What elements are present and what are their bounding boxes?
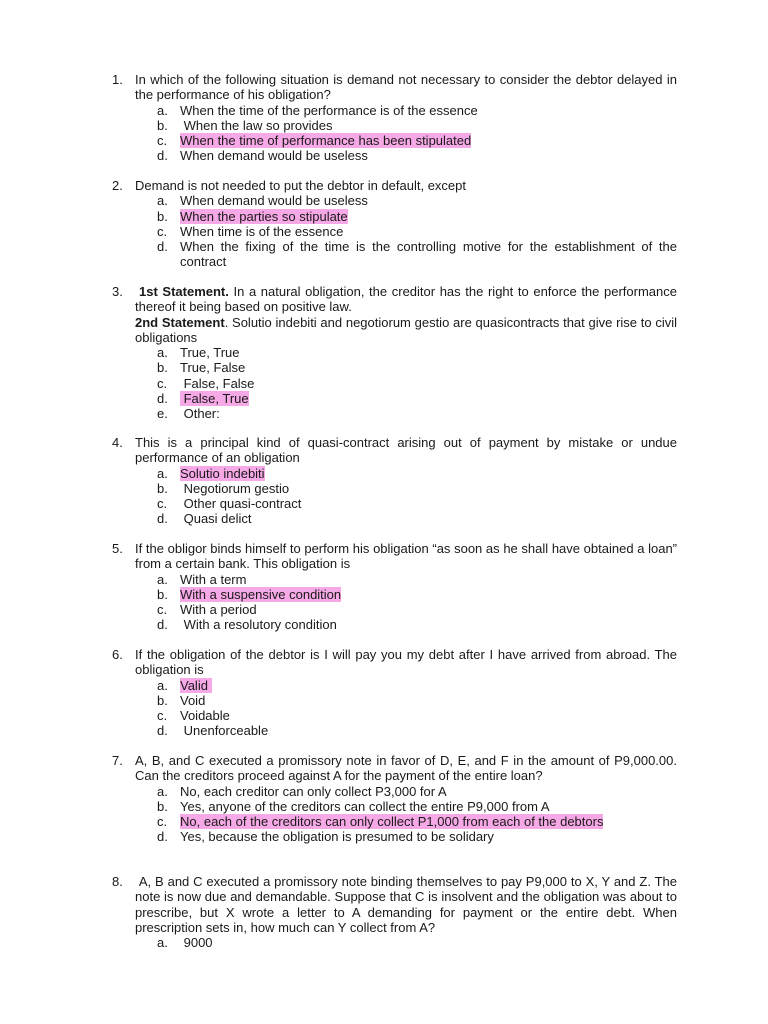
answer-options: [112, 193, 677, 269]
option-letter: a.: [157, 677, 168, 693]
option-b: [157, 360, 677, 375]
option-letter: a.: [157, 102, 168, 118]
statement-2: [135, 315, 677, 346]
question-8: [112, 874, 681, 951]
option-text: When demand would be useless: [180, 148, 368, 164]
question-stem: A, B and C executed a promissory note binding themselves to pay P9,000 to X, Y and Z. The note is now due and demandable. Suppose that C is insolvent and the obligation was about to prescribe, but X wrote a letter to A demanding for payment or the entire debt. When prescription sets in, how much can Y collect from A?: [135, 874, 681, 935]
option-letter: b.: [157, 360, 168, 376]
question-stem: If the obligor binds himself to perform his obligation “as soon as he shall have obtained a loan” from a certain bank. This obligation is: [135, 541, 677, 572]
option-letter: d.: [157, 148, 168, 164]
answer-options: [112, 935, 677, 950]
option-a: [157, 935, 677, 950]
option-text: Negotiorum gestio: [180, 480, 290, 496]
question-stem: This is a principal kind of quasi-contract arising out of payment by mistake or undue performance of an obligation: [135, 435, 677, 466]
option-letter: e.: [157, 406, 168, 422]
question-number: 5.: [112, 541, 123, 556]
option-d: [157, 148, 677, 163]
option-a: [157, 193, 677, 208]
option-a: [157, 784, 677, 799]
option-letter: a.: [157, 935, 168, 951]
question-stem: Demand is not needed to put the debtor in default, except: [135, 178, 467, 193]
option-d: [157, 723, 677, 738]
option-d: [157, 829, 677, 844]
question-7: [112, 753, 677, 845]
option-letter: d.: [157, 511, 168, 527]
option-letter: b.: [157, 692, 168, 708]
option-text: No, each creditor can only collect P3,000 for A: [180, 783, 447, 799]
option-d: [157, 617, 677, 632]
question-stem: If the obligation of the debtor is I will pay you my debt after I have arrived from abroad. The obligation is: [135, 647, 677, 678]
option-letter: d.: [157, 829, 168, 845]
option-text: When the time of the performance is of the essence: [180, 102, 478, 118]
answer-options: [112, 784, 677, 845]
option-letter: a.: [157, 783, 168, 799]
highlighted-answer: Valid: [180, 677, 212, 693]
option-letter: c.: [157, 814, 168, 830]
option-text: Void: [180, 692, 206, 708]
question-1: [112, 72, 677, 164]
question-number: 8.: [112, 874, 123, 889]
question-number: 6.: [112, 647, 123, 662]
option-letter: a.: [157, 193, 168, 209]
option-c: [157, 224, 677, 239]
option-text: When the law so provides: [180, 117, 333, 133]
question-stem: [135, 284, 677, 345]
option-text: With a period: [180, 602, 257, 618]
option-letter: d.: [157, 391, 168, 407]
question-3: [112, 284, 677, 422]
answer-options: [112, 466, 677, 527]
option-letter: c.: [157, 223, 168, 239]
question-5: [112, 541, 677, 633]
option-a: [157, 345, 677, 360]
option-letter: a.: [157, 465, 168, 481]
option-c: [157, 602, 677, 617]
question-4: [112, 435, 677, 527]
statement-label: 1st Statement.: [139, 284, 229, 299]
highlighted-answer: No, each of the creditors can only collect P1,000 from each of the debtors: [180, 814, 604, 830]
answer-options: [112, 103, 677, 164]
option-b: [157, 481, 677, 496]
option-text: Other quasi-contract: [180, 496, 302, 512]
option-text: True, True: [180, 345, 240, 361]
highlighted-answer: False, True: [180, 391, 249, 407]
question-stem: A, B, and C executed a promissory note in favor of D, E, and F in the amount of P9,000.00. Can the creditors proceed against A for the payment of the entire loan?: [135, 753, 677, 784]
option-letter: a.: [157, 571, 168, 587]
option-letter: d.: [157, 723, 168, 739]
option-letter: b.: [157, 117, 168, 133]
question-number: 2.: [112, 178, 123, 193]
option-text: Other:: [180, 406, 220, 422]
option-letter: c.: [157, 496, 168, 512]
option-letter: b.: [157, 798, 168, 814]
option-a: [157, 572, 677, 587]
option-text: When demand would be useless: [180, 193, 368, 209]
option-b: [157, 693, 677, 708]
option-text: When time is of the essence: [180, 223, 344, 239]
statement-label: 2nd Statement: [135, 314, 225, 330]
option-text: With a resolutory condition: [180, 617, 337, 633]
option-text: Unenforceable: [180, 723, 269, 739]
answer-options: [112, 572, 677, 633]
question-2: [112, 178, 677, 270]
option-text: True, False: [180, 360, 246, 376]
option-letter: c.: [157, 708, 168, 724]
option-d: [157, 239, 677, 270]
option-c: [157, 496, 677, 511]
highlighted-answer: When the time of performance has been stipulated: [180, 133, 472, 149]
option-letter: b.: [157, 208, 168, 224]
option-a: [157, 466, 677, 481]
option-letter: c.: [157, 375, 168, 391]
option-e: [157, 406, 677, 421]
option-b: [157, 799, 677, 814]
question-number: 3.: [112, 284, 123, 299]
option-text: 9000: [180, 935, 213, 951]
option-c: [157, 133, 677, 148]
question-number: 7.: [112, 753, 123, 768]
option-text: False, False: [180, 375, 255, 391]
option-a: [157, 678, 677, 693]
option-letter: c.: [157, 602, 168, 618]
option-c: [157, 814, 677, 829]
question-number: 1.: [112, 72, 123, 87]
option-letter: d.: [157, 617, 168, 633]
highlighted-answer: With a suspensive condition: [180, 586, 342, 602]
answer-options: [112, 678, 677, 739]
option-letter: b.: [157, 480, 168, 496]
highlighted-answer: When the parties so stipulate: [180, 208, 348, 224]
question-6: [112, 647, 677, 739]
option-letter: c.: [157, 133, 168, 149]
question-number: 4.: [112, 435, 123, 450]
option-b: [157, 209, 677, 224]
option-letter: b.: [157, 586, 168, 602]
answer-options: [112, 345, 677, 421]
option-a: [157, 103, 677, 118]
option-d: [157, 391, 677, 406]
option-text: Quasi delict: [180, 511, 252, 527]
option-d: [157, 511, 677, 526]
statement-1: [135, 284, 677, 315]
highlighted-answer: Solutio indebiti: [180, 465, 265, 481]
option-b: [157, 118, 677, 133]
question-stem: In which of the following situation is demand not necessary to consider the debtor delayed in the performance of his obligation?: [135, 72, 677, 103]
statement-text: . Solutio indebiti and negotiorum gestio are quasicontracts that give rise to civil obligations: [135, 314, 677, 345]
statement-text: In a natural obligation, the creditor has the right to enforce the performance thereof it being based on positive law.: [135, 284, 677, 315]
option-text: Yes, anyone of the creditors can collect the entire P9,000 from A: [180, 798, 550, 814]
option-letter: d.: [157, 239, 168, 255]
option-c: [157, 376, 677, 391]
option-b: [157, 587, 677, 602]
option-letter: a.: [157, 345, 168, 361]
option-text: With a term: [180, 571, 247, 587]
option-text: When the fixing of the time is the controlling motive for the establishment of the contract: [180, 239, 677, 270]
option-text: Yes, because the obligation is presumed to be solidary: [180, 829, 494, 845]
option-text: Voidable: [180, 708, 230, 724]
option-c: [157, 708, 677, 723]
